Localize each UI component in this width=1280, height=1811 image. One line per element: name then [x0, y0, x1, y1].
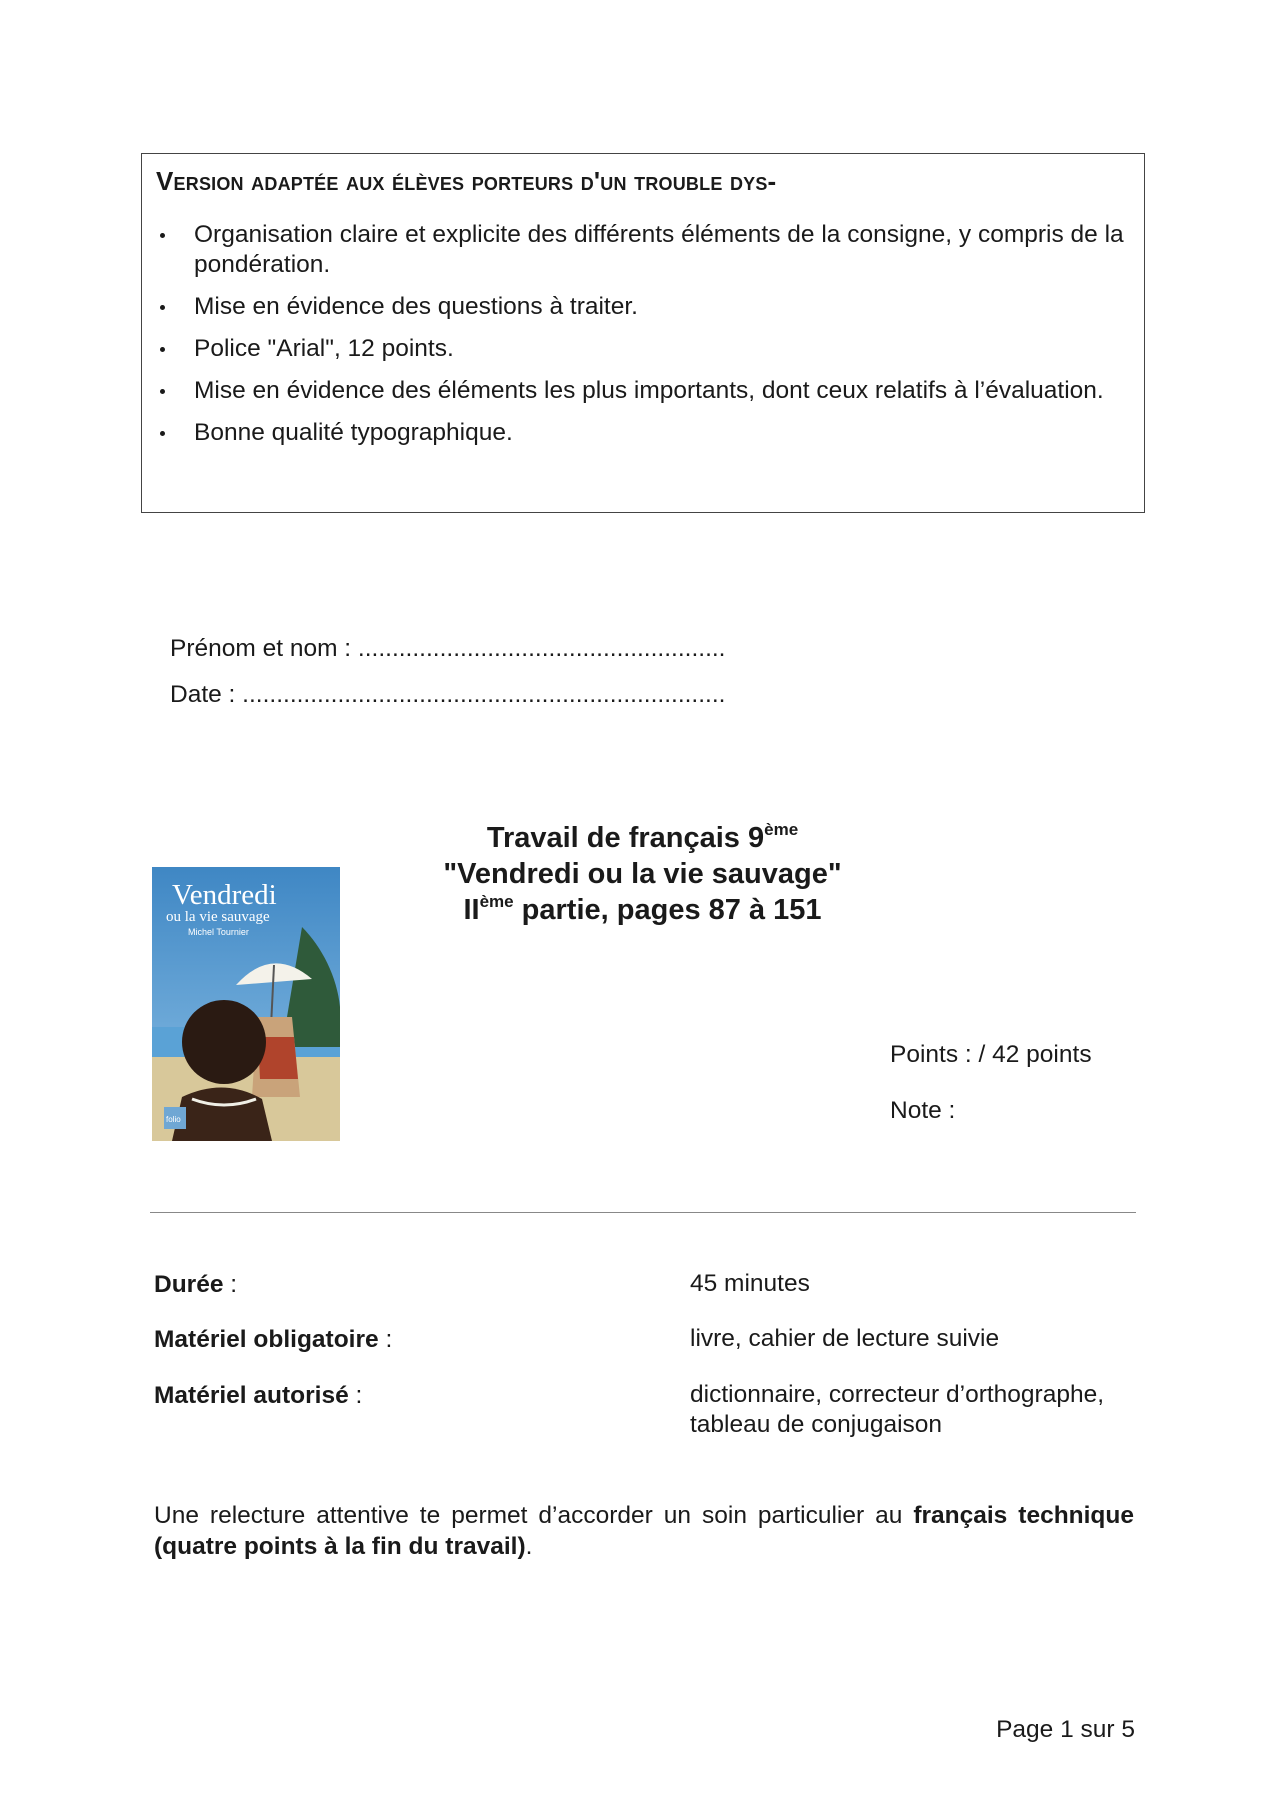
title-line-1: Travail de français 9: [486, 822, 765, 854]
required-material-value: livre, cahier de lecture suivie: [690, 1325, 1000, 1352]
points-label: Points : / 42 points: [890, 1041, 1092, 1068]
required-material-label: Matériel obligatoire :: [154, 1326, 393, 1353]
name-field-label: Prénom et nom : ......................................................: [170, 635, 726, 662]
notice-item: Police "Arial", 12 points.: [156, 334, 1131, 364]
cover-author: Michel Tournier: [188, 927, 249, 937]
page-number: Page 1 sur 5: [996, 1716, 1135, 1743]
title-line-3-pre: II: [463, 894, 480, 926]
cover-title: Vendredi: [172, 879, 277, 911]
allowed-material-label: Matériel autorisé :: [154, 1382, 363, 1409]
allowed-material-value: dictionnaire, correcteur d’orthographe, tableau de conjugaison: [690, 1381, 1105, 1438]
date-field-label: Date : .......................................................................: [170, 681, 726, 708]
cover-subtitle: ou la vie sauvage: [166, 909, 270, 925]
duration-label: Durée :: [154, 1271, 238, 1298]
notice-item: Organisation claire et explicite des différents éléments de la consigne, y compris de la pondération.: [156, 220, 1131, 280]
title-sup-1: ème: [764, 820, 799, 839]
cover-publisher: folio: [166, 1115, 181, 1124]
notice-title: Version adaptée aux élèves porteurs d'un trouble dys-: [156, 166, 777, 196]
title-line-3: partie, pages 87 à 151: [513, 894, 822, 926]
notice-item: Mise en évidence des éléments les plus importants, dont ceux relatifs à l’évaluation.: [156, 376, 1131, 406]
book-cover-image: [152, 867, 340, 1141]
note-label: Note :: [890, 1097, 956, 1124]
notice-list: [156, 220, 1131, 460]
dys-notice-box: [141, 153, 1145, 513]
notice-item: Bonne qualité typographique.: [156, 418, 1131, 448]
notice-item: Mise en évidence des questions à traiter.: [156, 292, 1131, 322]
title-sup-3: ème: [479, 892, 514, 911]
duration-value: 45 minutes: [690, 1270, 810, 1297]
instruction-paragraph: Une relecture attentive te permet d’accorder un soin particulier au français technique (quatre points à la fin du travail).: [154, 1502, 1134, 1560]
title-line-2: "Vendredi ou la vie sauvage": [443, 858, 842, 890]
document-title: [400, 820, 885, 928]
divider: [150, 1212, 1136, 1213]
